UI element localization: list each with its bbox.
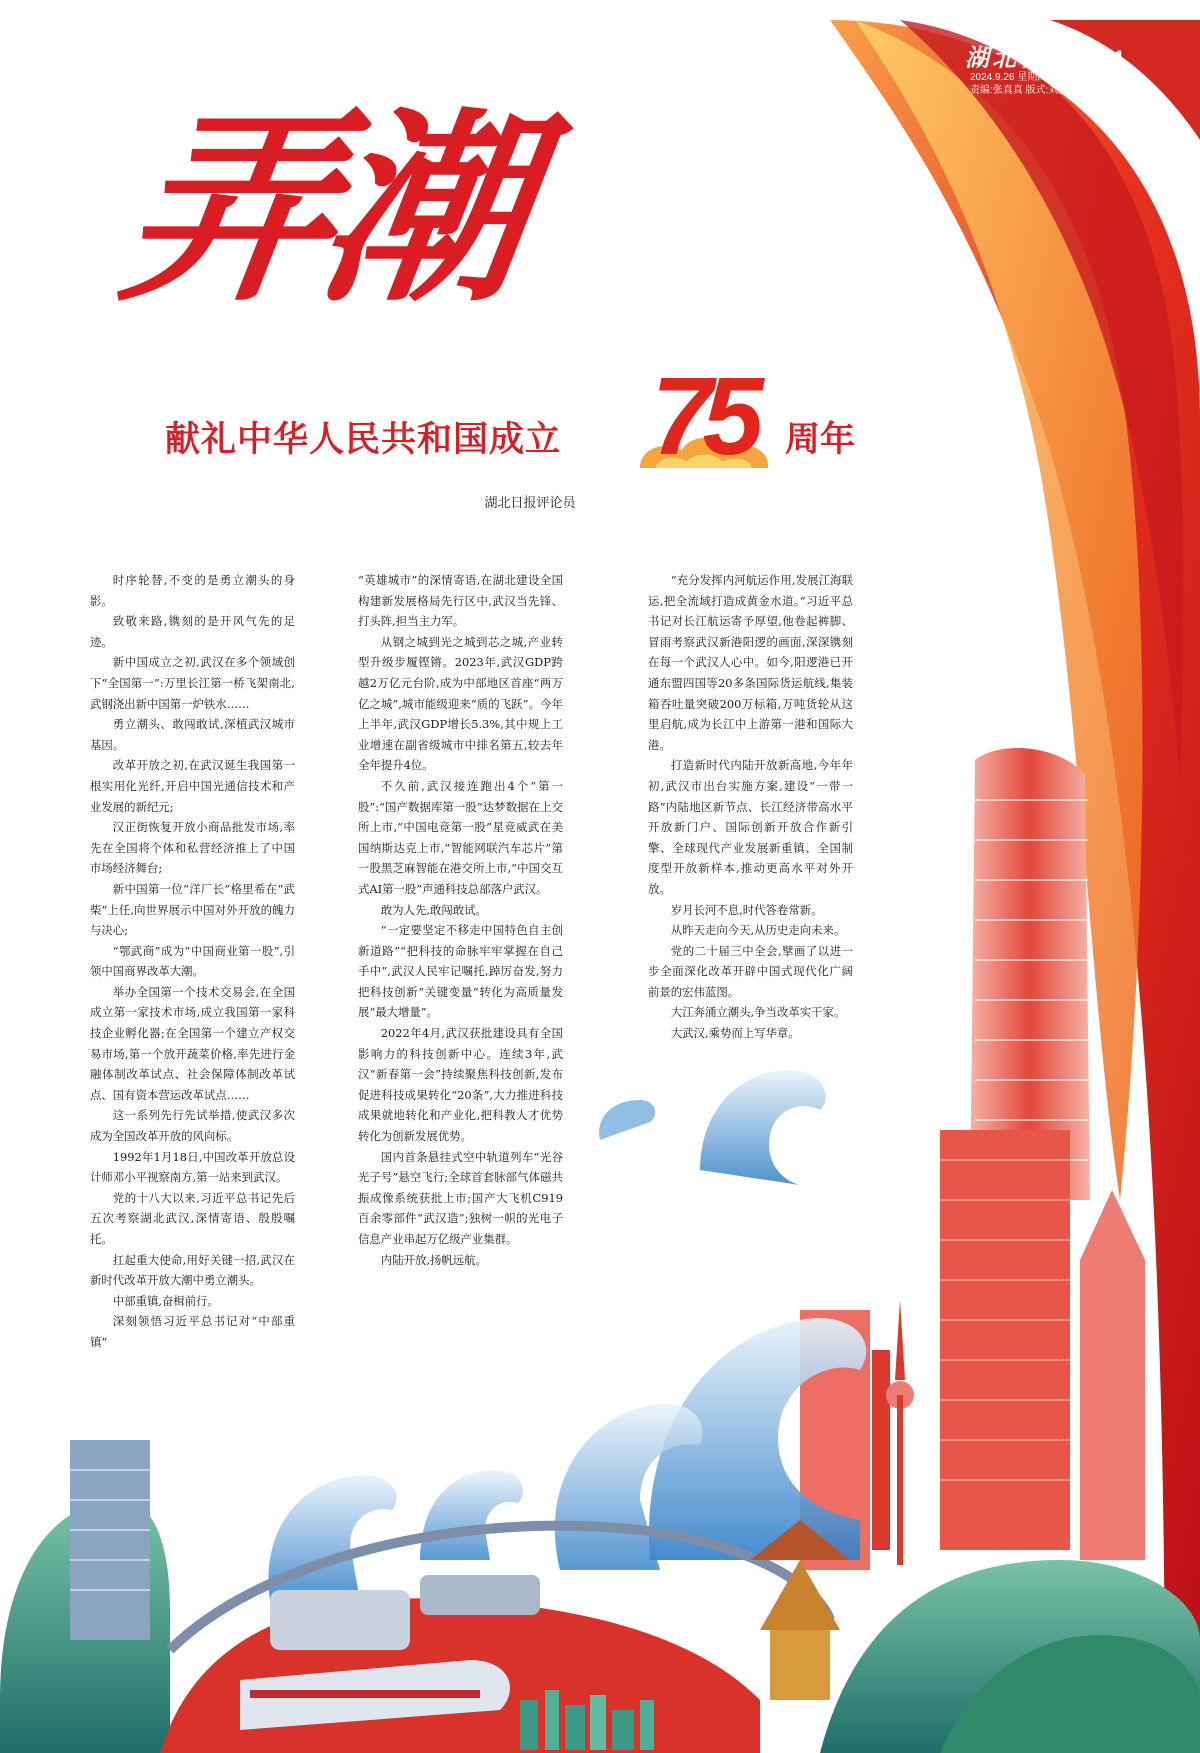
main-headline: 弄潮: [111, 90, 535, 330]
paragraph: 这一系列先行先试举措,使武汉多次成为全国改革开放的风向标。: [90, 1108, 295, 1144]
paragraph: 汉正街恢复开放小商品批发市场,率先在全国将个体和私营经济推上了中国市场经济舞台;: [90, 820, 295, 876]
paragraph: 从钢之城到光之城到芯之城,产业转型升级步履铿锵。2023年,武汉GDP跨越2万亿元台阶,成为中部地区首座“两万亿之城”,城市能级迎来“质的飞跃”。今年上半年,武汉GDP增长5.3%,其中规上工业增速在副省级城市中排名第五,较去年全年提升4位。: [358, 634, 563, 773]
article-column-1: [90, 570, 295, 1353]
paragraph: “鄂武商”成为“中国商业第一股”,引领中国商界改革大潮。: [90, 943, 295, 979]
paragraph: 深刻领悟习近平总书记对“中部重镇”: [90, 1314, 295, 1349]
paragraph: 敢为人先,敢闯敢试。: [380, 902, 487, 917]
issue-date: 2024.9.26 星期四: [970, 72, 1048, 83]
paragraph: 大江奔涌立潮头,争当改革实干家。: [670, 1005, 846, 1020]
paragraph: 新中国成立之初,武汉在多个领域创下“全国第一”:万里长江第一桥飞架南北,武钢浇出新中国第一炉铁水……: [90, 655, 295, 711]
editor-credits: 责编:张真真 版式:刘浩: [970, 85, 1069, 96]
paragraph: 党的二十届三中全会,擘画了以进一步全面深化改革开辟中国式现代化广阔前景的宏伟蓝图。: [648, 943, 853, 999]
paragraph: 打造新时代内陆开放新高地,今年年初,武汉市出台实施方案,建设“一带一路”内陆地区新节点、长江经济带高水平开放新门户、国际创新开放合作新引擎、全球现代产业发展新重镇、全国制度型开放新样本,推动更高水平对外开放。: [648, 758, 853, 896]
byline: 湖北日报评论员: [484, 495, 576, 510]
page-number: T01: [1068, 44, 1130, 82]
paragraph: 时序轮替,不变的是勇立潮头的身影。: [90, 573, 295, 608]
paragraph: 从昨天走向今天,从历史走向未来。: [670, 923, 846, 938]
emblem-number: 75: [651, 355, 754, 478]
subtitle-suffix: 周年: [785, 420, 856, 460]
article-column-3: [648, 570, 853, 1044]
paragraph: 国内首条悬挂式空中轨道列车“光谷光子号”悬空飞行;全球首套脉部气体磁共振成像系统获批上市;国产大飞机C919百余零部件“武汉造”;独树一帜的光电子信息产业串起万亿级产业集群。: [358, 1149, 563, 1246]
paragraph: 扛起重大使命,用好关键一招,武汉在新时代改革开放大潮中勇立潮头。: [90, 1252, 295, 1288]
newspaper-logo: 湖北日報: [965, 43, 1073, 72]
paragraph: 勇立潮头、敢闯敢试,深植武汉城市基因。: [90, 717, 295, 752]
paragraph: 内陆开放,扬帆远航。: [380, 1252, 487, 1267]
paragraph: 不久前,武汉接连跑出4个“第一股”:“国产数据库第一股”达梦数据在上交所上市,“中国电竞第一股”星竞威武在美国纳斯达克上市,“智能网联汽车芯片”第一股黑芝麻智能在港交所上市,“中国交互式AI第一股”声通科技总部落户武汉。: [358, 778, 563, 896]
anniversary-75-emblem: [620, 355, 785, 483]
article-column-2: [358, 570, 563, 1270]
paragraph: “一定要坚定不移走中国特色自主创新道路”“把科技的命脉牢牢掌握在自己手中”,武汉人民牢记嘱托,踔厉奋发,努力把科技创新“关键变量”转化为高质量发展“最大增量”。: [358, 923, 563, 1020]
subtitle-prefix: 献礼中华人民共和国成立: [165, 420, 562, 460]
paragraph: 举办全国第一个技术交易会,在全国成立第一家技术市场,成立我国第一家科技企业孵化器;在全国第一个建立产权交易市场,第一个放开蔬菜价格,率先进行金融体制改革试点、社会保障体制改革试点、国有资本营运改革试点……: [90, 984, 295, 1102]
paragraph: 中部重镇,奋楫前行。: [112, 1293, 219, 1308]
paragraph: 2022年4月,武汉获批建设具有全国影响力的科技创新中心。连续3年,武汉“新春第一会”持续聚焦科技创新,发布促进科技成果转化“20条”,大力推进科技成果就地转化和产业化,把科教人才优势转化为创新发展优势。: [358, 1026, 563, 1144]
paragraph: 致敬来路,镌刻的是开风气先的足迹。: [90, 614, 295, 649]
paragraph: 岁月长河不息,时代答卷常新。: [670, 902, 823, 917]
paragraph: 改革开放之初,在武汉诞生我国第一根实用化光纤,开启中国光通信技术和产业发展的新纪元;: [90, 758, 295, 814]
paragraph: “充分发挥内河航运作用,发展江海联运,把全流域打造成黄金水道。”习近平总书记对长江航运寄予厚望,他卷起裤脚、冒雨考察武汉新港阳逻的画面,深深镌刻在每一个武汉人心中。如今,阳逻港已开通东盟四国等20多条国际货运航线,集装箱吞吐量突破200万标箱,万吨货轮从这里启航,成为长江中上游第一港和国际大港。: [648, 573, 853, 752]
paragraph: 大武汉,乘势而上写华章。: [670, 1026, 800, 1041]
paragraph: “英雄城市”的深情寄语,在湖北建设全国构建新发展格局先行区中,武汉当先锋、打头阵,担当主力军。: [358, 573, 563, 629]
paragraph: 新中国第一位“洋厂长”格里希在“武柴”上任,向世界展示中国对外开放的魄力与决心;: [90, 881, 295, 938]
paragraph: 党的十八大以来,习近平总书记先后五次考察湖北武汉,深情寄语、殷殷嘱托。: [90, 1190, 295, 1246]
paragraph: 1992年1月18日,中国改革开放总设计师邓小平视察南方,第一站来到武汉。: [90, 1149, 295, 1185]
